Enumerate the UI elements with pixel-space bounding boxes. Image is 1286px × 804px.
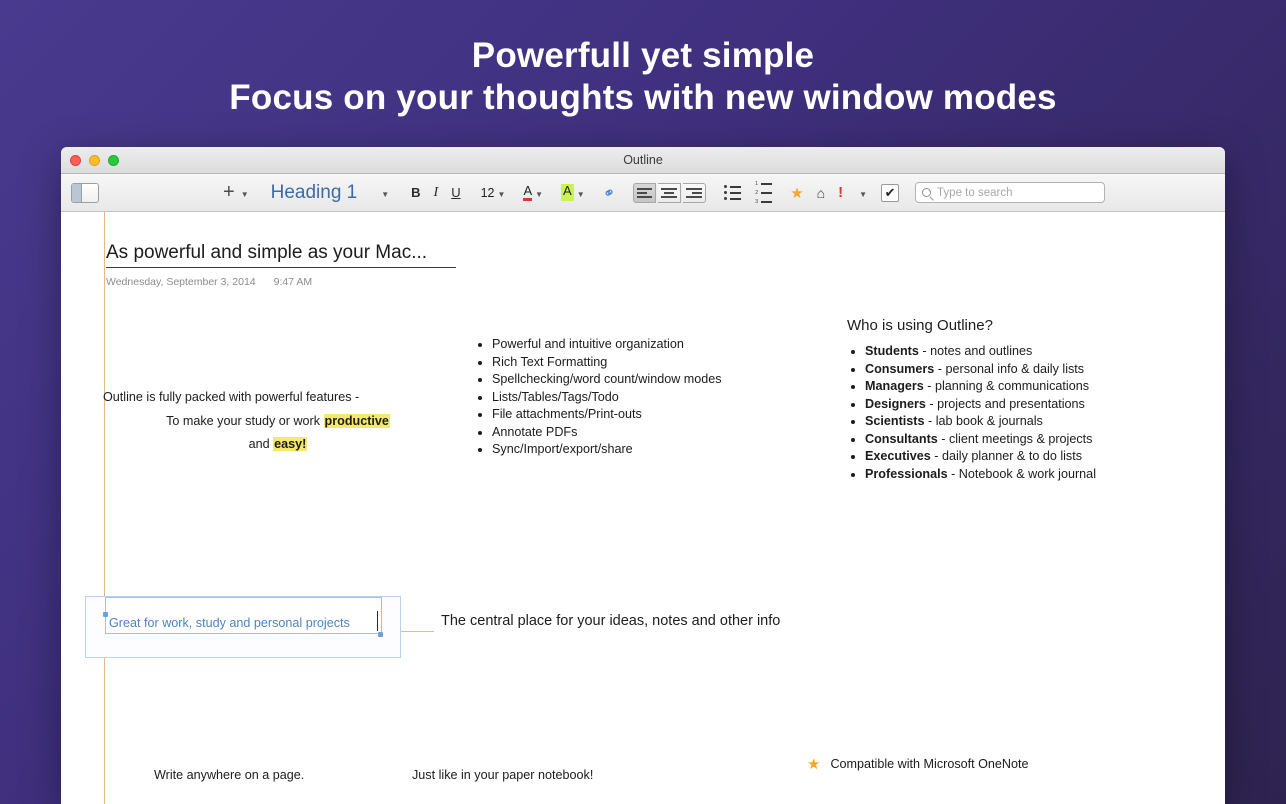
align-left-button[interactable] xyxy=(633,183,656,203)
numbered-list-icon[interactable]: 1 2 3 xyxy=(755,181,772,205)
list-group xyxy=(724,181,772,205)
window-title: Outline xyxy=(623,153,663,167)
list-item: • Sync/Import/export/share xyxy=(492,442,804,456)
user-role: Professionals xyxy=(865,466,948,481)
document-title[interactable]: As powerful and simple as your Mac... xyxy=(106,242,456,268)
left-text-block[interactable] xyxy=(103,390,453,451)
text-caret xyxy=(377,611,378,631)
home-icon[interactable]: ⌂ xyxy=(816,184,826,201)
document-canvas[interactable] xyxy=(61,212,1225,804)
list-item: • File attachments/Print-outs xyxy=(492,407,804,421)
todo-checkbox-icon[interactable]: ✔ xyxy=(881,184,899,202)
search-icon xyxy=(922,188,931,197)
star-icon: ★ xyxy=(807,756,821,773)
user-desc: - notes and outlines xyxy=(918,344,1033,358)
chevron-down-icon: ▼ xyxy=(240,190,249,199)
features-block[interactable] xyxy=(474,337,804,460)
list-item: • Powerful and intuitive organization xyxy=(492,337,804,351)
text-color-icon: A xyxy=(523,184,532,201)
list-item: • Lists/Tables/Tags/Todo xyxy=(492,390,804,404)
paragraph-style-label: Heading 1 xyxy=(270,181,358,203)
chevron-down-icon: ▼ xyxy=(535,190,544,199)
chevron-down-icon[interactable]: ▼ xyxy=(859,190,868,199)
list-item: • Rich Text Formatting xyxy=(492,355,804,369)
user-role: Consumers xyxy=(865,361,935,376)
footer-note-right-label: Compatible with Microsoft OneNote xyxy=(830,757,1029,771)
list-item xyxy=(865,362,1177,376)
user-role: Executives xyxy=(865,449,931,463)
plus-icon: + xyxy=(223,180,235,203)
left-line-2-text: To make your study or work xyxy=(166,414,324,428)
users-block[interactable] xyxy=(847,317,1177,484)
italic-button[interactable]: I xyxy=(433,184,439,200)
footer-note-left: Write anywhere on a page. xyxy=(154,768,305,782)
users-list xyxy=(847,344,1177,481)
user-desc: - personal info & daily lists xyxy=(934,361,1085,376)
left-line-3-text: and xyxy=(248,437,274,451)
user-desc: - Notebook & work journal xyxy=(947,466,1096,481)
main-toolbar xyxy=(61,174,1225,212)
left-line-2-highlight: productive xyxy=(324,414,389,428)
search-placeholder: Type to search xyxy=(937,186,1013,199)
add-note-button[interactable] xyxy=(223,182,249,204)
list-item xyxy=(865,397,1177,411)
align-center-button[interactable] xyxy=(658,183,681,203)
resize-handle-bottom-right[interactable] xyxy=(378,632,383,637)
promo-headline-line1: Powerfull yet simple xyxy=(471,36,815,75)
underline-button[interactable]: U xyxy=(451,185,461,200)
text-color-button[interactable] xyxy=(523,184,543,201)
user-role: Managers xyxy=(865,379,924,393)
user-desc: - daily planner & to do lists xyxy=(930,449,1083,463)
user-desc: - client meetings & projects xyxy=(937,431,1093,446)
important-icon[interactable]: ! xyxy=(838,184,844,201)
list-item xyxy=(865,379,1177,393)
tag-icons-group xyxy=(790,184,867,202)
close-window-button[interactable] xyxy=(70,155,81,166)
alignment-group xyxy=(633,183,706,203)
list-item: • Annotate PDFs xyxy=(492,425,804,439)
highlight-color-button[interactable] xyxy=(561,184,585,201)
users-heading: Who is using Outline? xyxy=(847,317,993,334)
minimize-window-button[interactable] xyxy=(89,155,100,166)
font-size-dropdown[interactable] xyxy=(481,186,506,200)
left-line-2 xyxy=(103,414,453,428)
central-place-text[interactable]: The central place for your ideas, notes and other info xyxy=(441,613,781,629)
features-list xyxy=(474,337,804,456)
align-right-button[interactable] xyxy=(683,183,706,203)
sidebar-toggle-icon[interactable] xyxy=(71,183,99,203)
paragraph-style-dropdown[interactable] xyxy=(271,182,390,204)
user-desc: - planning & communications xyxy=(923,379,1089,393)
user-role: Consultants xyxy=(865,431,938,446)
user-role: Designers xyxy=(865,396,926,411)
document-date: Wednesday, September 3, 2014 xyxy=(106,276,256,288)
selected-textbox-text[interactable]: Great for work, study and personal projects xyxy=(109,616,350,630)
list-item xyxy=(865,467,1177,481)
promo-banner xyxy=(0,0,1286,120)
list-item xyxy=(865,449,1177,463)
resize-handle-top-left[interactable] xyxy=(103,612,108,617)
promo-headline-line2: Focus on your thoughts with new window modes xyxy=(229,78,1057,118)
list-item xyxy=(865,344,1177,358)
left-line-1: Outline is fully packed with powerful features - xyxy=(103,390,360,404)
highlight-color-icon: A xyxy=(561,184,574,201)
maximize-window-button[interactable] xyxy=(108,155,119,166)
text-format-group xyxy=(411,185,460,201)
list-item: • Spellchecking/word count/window modes xyxy=(492,372,804,386)
list-item xyxy=(865,432,1177,446)
window-controls xyxy=(70,147,119,173)
app-window xyxy=(61,147,1225,804)
user-role: Scientists xyxy=(865,414,925,428)
left-line-3 xyxy=(103,437,453,451)
user-desc: - lab book & journals xyxy=(924,414,1043,428)
chevron-down-icon: ▼ xyxy=(497,190,506,199)
document-meta xyxy=(106,276,312,288)
chevron-down-icon: ▼ xyxy=(576,190,585,199)
star-icon[interactable]: ★ xyxy=(790,184,804,202)
page-margin-line xyxy=(104,212,105,804)
search-input[interactable] xyxy=(915,182,1105,203)
font-size-value: 12 xyxy=(480,185,495,200)
list-item xyxy=(865,414,1177,428)
chevron-down-icon: ▼ xyxy=(381,190,390,199)
footer-note-mid: Just like in your paper notebook! xyxy=(412,768,594,782)
bulleted-list-icon[interactable] xyxy=(724,185,741,200)
footer-note-right xyxy=(807,755,1029,773)
user-desc: - projects and presentations xyxy=(925,396,1085,411)
window-titlebar xyxy=(61,147,1225,174)
link-icon[interactable]: ⚭ xyxy=(599,182,619,204)
horizontal-rule xyxy=(401,631,434,632)
user-role: Students xyxy=(865,344,919,358)
document-time: 9:47 AM xyxy=(273,276,313,288)
left-line-3-highlight: easy! xyxy=(274,437,307,451)
bold-button[interactable]: B xyxy=(411,185,421,200)
